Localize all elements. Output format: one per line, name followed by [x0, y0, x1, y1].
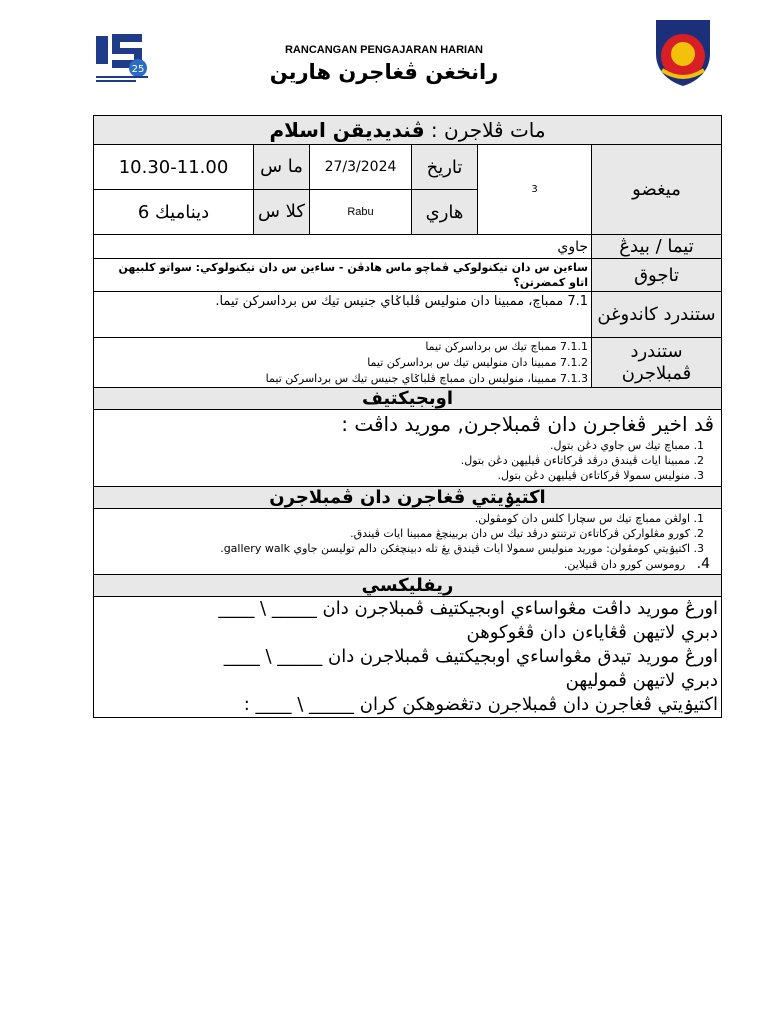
objective-item: 3. منوليس سمولا ڤركاتاءن ڤيليهن دڠن بتول. [97, 468, 690, 483]
lesson-plan-table [93, 115, 722, 718]
reflection-line: دبري لاتيهن ڤموليهن [565, 670, 719, 691]
theme-value: جاوي [94, 235, 592, 259]
subject-value: ڤنديديقن اسلام [269, 118, 425, 142]
header-title-latin: RANCANGAN PENGAJARAN HARIAN [284, 44, 483, 56]
class-label: كلا س [254, 190, 310, 235]
reflection-section [94, 597, 722, 718]
date-label: تاريخ [412, 145, 478, 190]
subject-row [94, 116, 722, 145]
date-value: 27/3/2024 [310, 145, 412, 190]
learning-standard-item: 7.1.3 ممبينا، منوليس دان ممباچ ڤلباݢاي جنيس تيك س برداسركن تيما [265, 371, 588, 385]
day-value: Rabu [310, 190, 412, 235]
reflection-line: دبري لاتيهن ڤڠاياءن دان ڤڠوكوهن [466, 622, 719, 643]
time-label: ما س [254, 145, 310, 190]
time-value: 10.30-11.00 [94, 145, 254, 190]
activity-item: 2. كورو مڠلواركن ڤركاتاءن ترتنتو درڤد تيك س دان بربينچڠ ممبينا ايات ڤيندق. [97, 526, 690, 541]
reflection-line: اورڠ موريد تيدق مڠواساءي اوبجيكتيف ڤمبلاجرن دان _____ \ ____ [223, 646, 719, 667]
content-standard-value: 7.1 ممباچ، ممبينا دان منوليس ڤلباݢاي جنيس تيك س برداسركن تيما. [94, 292, 592, 338]
day-label: هاري [412, 190, 478, 235]
activity-item: 3. اكتيۏيتي كومڤولن: موريد منوليس سمولا ايات ڤيندق يڠ تله دبينچڠكن دالم تولیسن جاوي gallery walk. [97, 541, 690, 556]
content-standard-label: ستندرد كاندوغن [592, 292, 722, 338]
theme-label: تيما / بيدڠ [592, 235, 722, 259]
reflection-line: اورڠ موريد داڤت مڠواساءي اوبجيكتيف ڤمبلاجرن دان _____ \ ____ [218, 598, 719, 619]
activity-item-4-text: روموسن كورو دان ڤنيلاين. [563, 558, 686, 571]
reflection-line: اكتيۏيتي ڤغاجرن دان ڤمبلاجرن دتڠضوهكن كران _____ \ ____ : [243, 694, 719, 715]
learning-standard-item: 7.1.2 ممبينا دان منوليس تيك س برداسركن تيما [367, 355, 588, 369]
reflection-heading: ريفليكسي [94, 575, 722, 597]
svg-text:25: 25 [131, 64, 145, 75]
week-label: ميغضو [592, 145, 722, 235]
objective-heading: اوبجيكتيف [94, 388, 722, 410]
activity-item-4-number: 4. [696, 556, 711, 572]
subject-label: مات ڤلاجرن : [430, 118, 546, 142]
objective-item: 2. ممبينا ايات ڤيندق درڤد ڤركاتاءن ڤيليهن دڠن بتول. [97, 453, 690, 468]
activity-item-4 [97, 556, 718, 573]
objective-intro: ڤد اخير ڤغاجرن دان ڤمبلاجرن, موريد داڤت : [341, 412, 715, 436]
learning-standard-item: 7.1.1 ممباچ تيك س برداسركن تيما [425, 339, 588, 353]
topic-value: ساءين س دان تيكنولوكي ڤماچو ماس هادڤن - ساءين س دان تيكنولوكي: سواتو كلبيهن اتاو كمضرتن؟ [94, 259, 592, 292]
learning-standard-list [94, 338, 592, 388]
objective-list [97, 438, 718, 483]
activity-item: 1. اولڠن ممباچ تيك س سچارا كلس دان كومڤولن. [97, 511, 690, 526]
objective-item: 1. ممباچ تيك س جاوي دڠن بتول. [97, 438, 690, 453]
activity-heading: اكتيۏيتي ڤغاجرن دان ڤمبلاجرن [94, 487, 722, 509]
class-value: ديناميك 6 [94, 190, 254, 235]
activity-list [97, 511, 718, 556]
header-title-jawi: رانخغن ڤغاجرن هارين [269, 60, 499, 84]
objective-section [94, 410, 722, 487]
learning-standard-label: ستندرد ڤمبلاجرن [592, 338, 722, 388]
activity-section [94, 509, 722, 575]
topic-label: تاجوق [592, 259, 722, 292]
week-value: 3 [478, 145, 592, 235]
